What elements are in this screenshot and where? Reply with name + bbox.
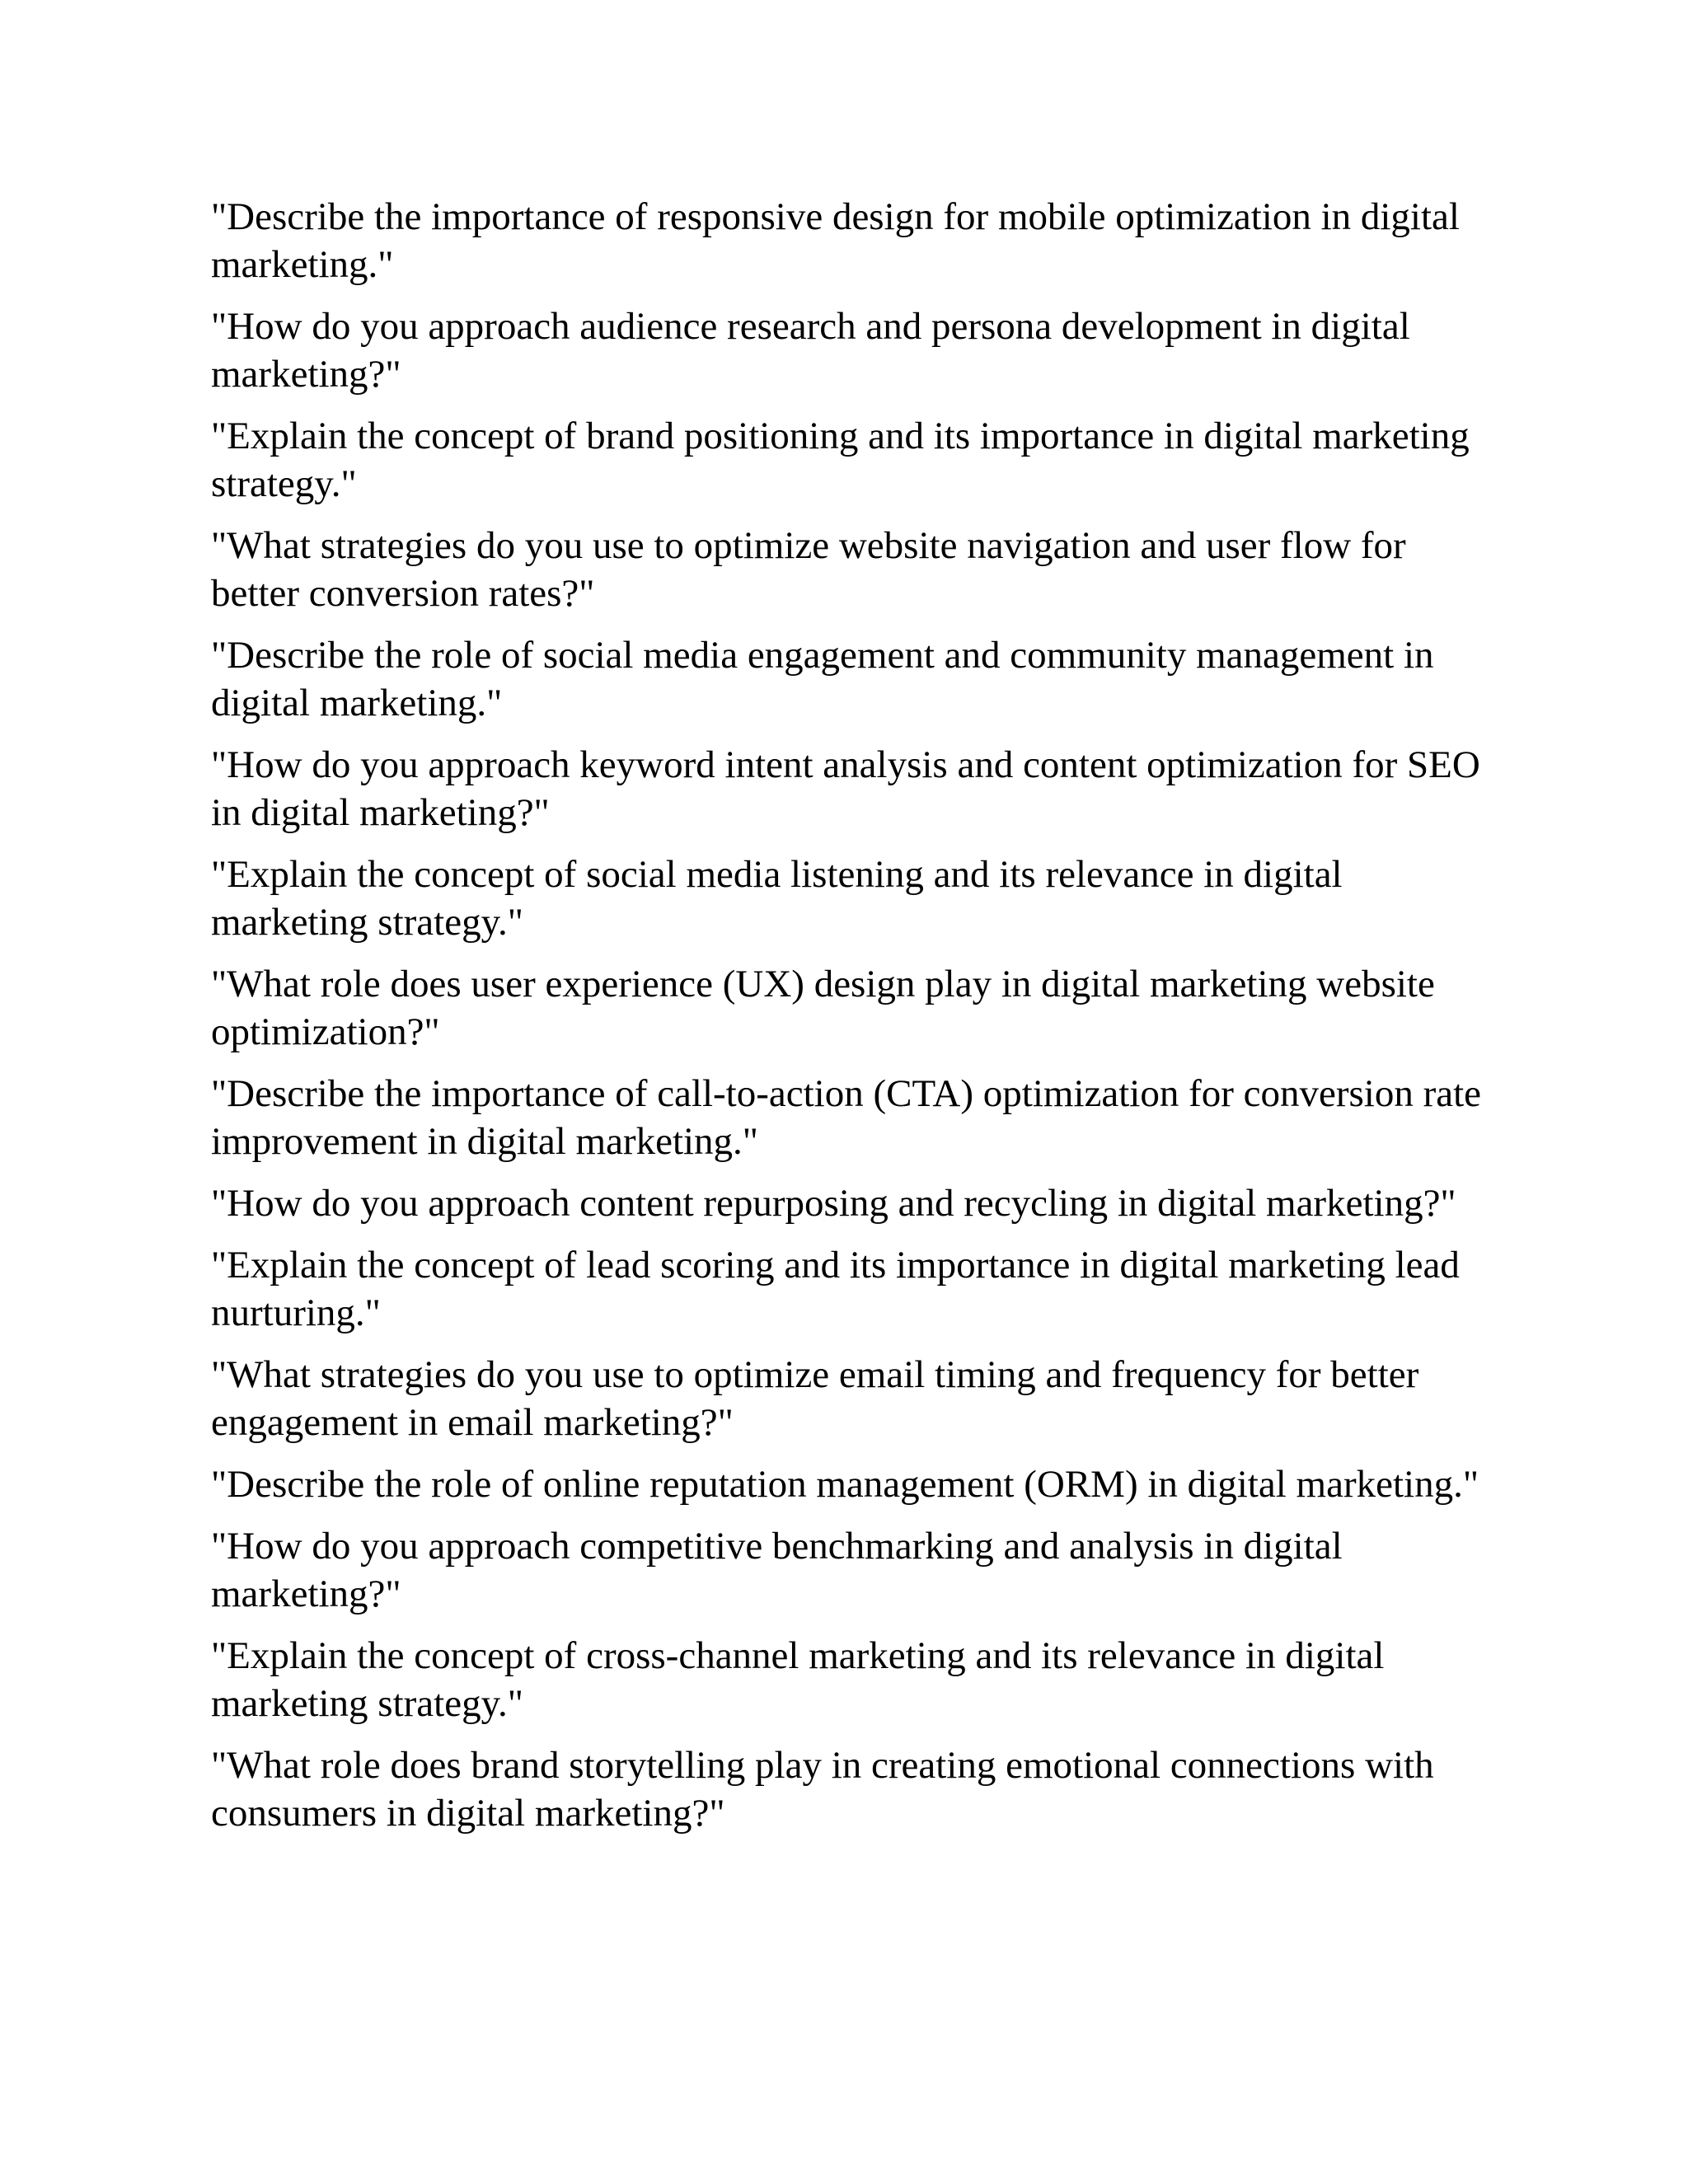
question-item: "Explain the concept of cross-channel marketing and its relevance in digital marketing strategy." — [211, 1634, 1385, 1725]
question-item: "Describe the importance of responsive design for mobile optimization in digital marketing." — [211, 195, 1460, 286]
question-item: "Explain the concept of brand positioning and its importance in digital marketing strategy." — [211, 415, 1470, 505]
question-item: "Explain the concept of lead scoring and its importance in digital marketing lead nurturing." — [211, 1244, 1460, 1334]
question-item: "What strategies do you use to optimize website navigation and user flow for better conversion rates?" — [211, 524, 1406, 615]
question-item: "What strategies do you use to optimize email timing and frequency for better engagement in email marketing?" — [211, 1353, 1419, 1444]
question-item: "How do you approach keyword intent analysis and content optimization for SEO in digital marketing?" — [211, 743, 1480, 834]
question-item: "Describe the role of online reputation management (ORM) in digital marketing." — [211, 1463, 1479, 1506]
question-item: "What role does brand storytelling play in creating emotional connections with consumers in digital marketing?" — [211, 1744, 1434, 1835]
question-item: "How do you approach competitive benchmarking and analysis in digital marketing?" — [211, 1525, 1343, 1615]
question-list — [211, 193, 1497, 1851]
question-item: "How do you approach audience research and persona development in digital marketing?" — [211, 305, 1410, 396]
question-item: "How do you approach content repurposing and recycling in digital marketing?" — [211, 1182, 1456, 1225]
question-item: "Describe the importance of call-to-action (CTA) optimization for conversion rate improvement in digital marketing." — [211, 1072, 1482, 1163]
question-item: "What role does user experience (UX) design play in digital marketing website optimization?" — [211, 963, 1435, 1053]
question-item: "Describe the role of social media engagement and community management in digital marketing." — [211, 634, 1434, 724]
question-item: "Explain the concept of social media listening and its relevance in digital marketing strategy." — [211, 853, 1343, 944]
